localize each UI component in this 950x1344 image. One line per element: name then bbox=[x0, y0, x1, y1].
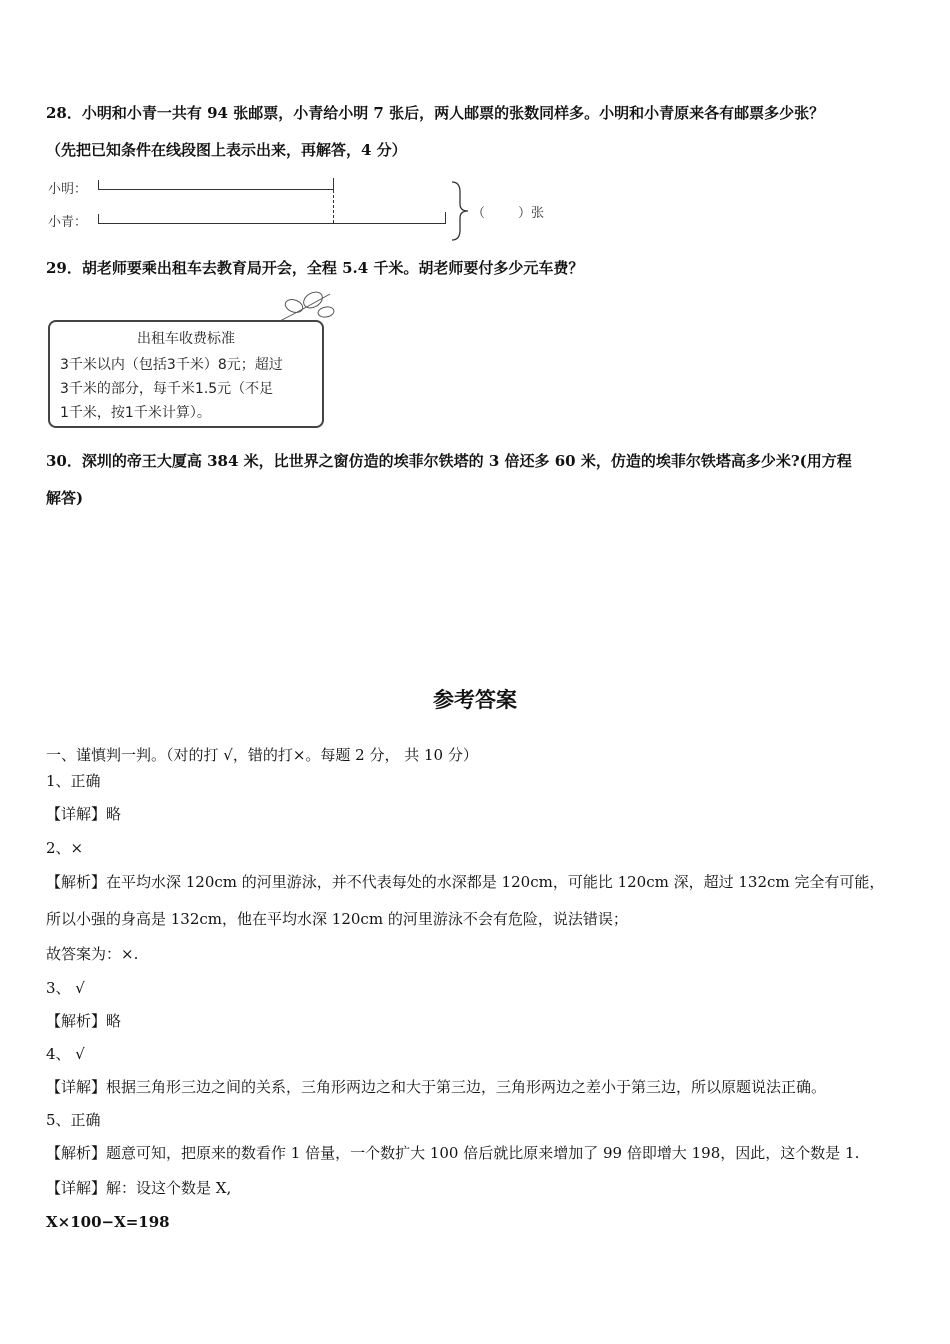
label-xiaoming: 小明： bbox=[48, 182, 88, 197]
answer-2-analysis-2: 所以小强的身高是 132cm，他在平均水深 120cm 的河里游泳不会有危险，说法错误； bbox=[46, 910, 628, 928]
answer-5-analysis: 【解析】题意可知，把原来的数看作 1 倍量，一个数扩大 100 倍后就比原来增加了 99 倍即增大 198，因此，这个数是 1. bbox=[46, 1144, 860, 1162]
dashed-divider bbox=[333, 190, 334, 223]
answer-2-analysis-1: 【解析】在平均水深 120cm 的河里游泳，并不代表每处的水深都是 120cm，可能比 120cm 深，超过 132cm 完全有可能， bbox=[46, 873, 885, 891]
answer-4: 4、 √ bbox=[46, 1045, 85, 1063]
brace-answer-blank: （ ）张 bbox=[472, 206, 545, 221]
taxi-rule-line-1: 3千米以内（包括3千米）8元；超过 bbox=[60, 357, 283, 373]
taxi-fare-card bbox=[48, 320, 324, 428]
answer-2: 2、× bbox=[46, 839, 84, 857]
answer-5-detail: 【详解】解：设这个数是 X, bbox=[46, 1179, 232, 1197]
answer-5: 5、正确 bbox=[46, 1111, 101, 1129]
segment-a-end-tick bbox=[333, 178, 334, 190]
answer-3-analysis: 【解析】略 bbox=[46, 1012, 122, 1030]
q28-text: 28．小明和小青一共有 94 张邮票，小青给小明 7 张后，两人邮票的张数同样多。小明和小青原来各有邮票多少张？ bbox=[46, 104, 825, 122]
taxi-card-title: 出租车收费标准 bbox=[137, 331, 235, 347]
label-xiaoqing: 小青： bbox=[48, 215, 88, 230]
taxi-rule-line-2: 3千米的部分，每千米1.5元（不足 bbox=[60, 381, 274, 397]
answers-section-heading: 一、谨慎判一判。（对的打 √，错的打×。每题 2 分， 共 10 分） bbox=[46, 746, 478, 764]
q29-text: 29．胡老师要乘出租车去教育局开会，全程 5.4 千米。胡老师要付多少元车费？ bbox=[46, 259, 584, 277]
q28-note: （先把已知条件在线段图上表示出来，再解答，4 分） bbox=[46, 141, 407, 159]
answer-2-analysis-3: 故答案为：×. bbox=[46, 945, 139, 963]
brace-icon bbox=[448, 180, 472, 242]
answer-1-detail: 【详解】略 bbox=[46, 805, 122, 823]
answers-title: 参考答案 bbox=[433, 688, 517, 712]
q30-text-line-2: 解答) bbox=[46, 489, 84, 507]
q30-text-line-1: 30．深圳的帝王大厦高 384 米，比世界之窗仿造的埃菲尔铁塔的 3 倍还多 60 米，仿造的埃菲尔铁塔高多少米?(用方程 bbox=[46, 452, 852, 470]
answer-1: 1、正确 bbox=[46, 772, 101, 790]
answer-4-detail: 【详解】根据三角形三边之间的关系，三角形两边之和大于第三边，三角形两边之差小于第三边，所以原题说法正确。 bbox=[46, 1078, 827, 1096]
answer-5-equation: X×100−X=198 bbox=[46, 1213, 170, 1231]
segment-xiaoming bbox=[98, 189, 334, 190]
taxi-rule-line-3: 1千米，按1千米计算）。 bbox=[60, 405, 211, 421]
segment-xiaoqing bbox=[98, 223, 446, 224]
answer-3: 3、 √ bbox=[46, 979, 85, 997]
segment-b-end-tick bbox=[445, 212, 446, 224]
